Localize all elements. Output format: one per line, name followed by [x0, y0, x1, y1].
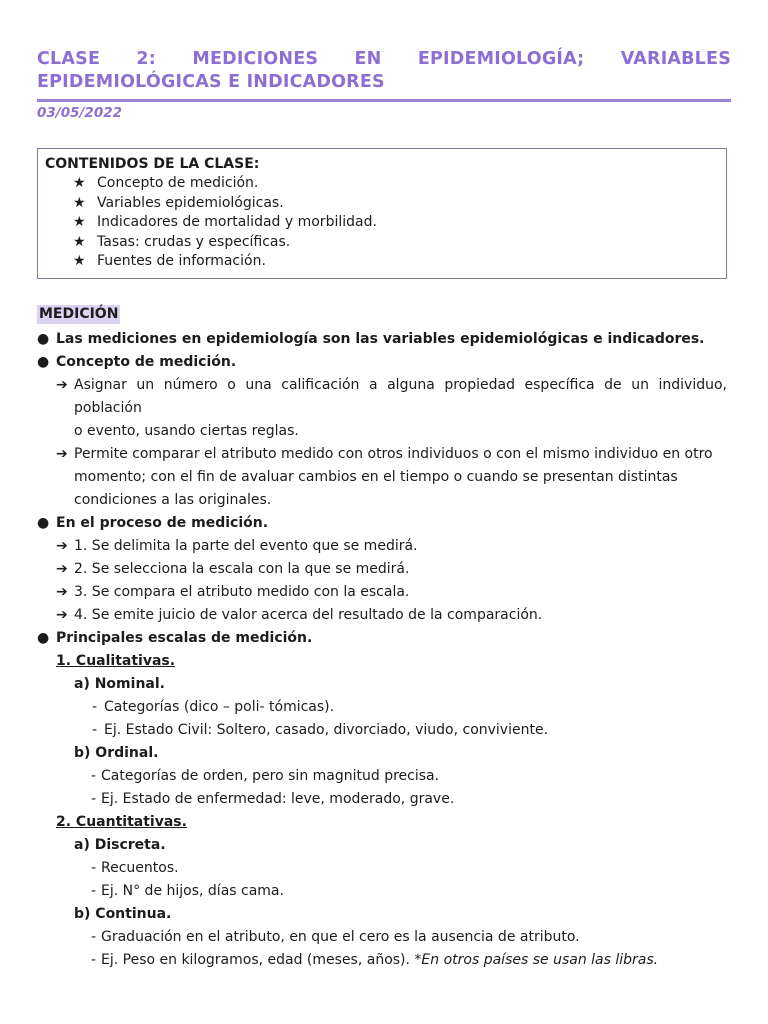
dash-icon: - — [91, 860, 97, 876]
list-item-text: Variables epidemiológicas. — [97, 194, 284, 211]
dash-icon: - — [91, 791, 97, 807]
list-item — [73, 174, 726, 194]
dash-item — [37, 765, 727, 788]
dash-text: Categorías de orden, pero sin magnitud precisa. — [101, 768, 440, 784]
arrow-text: Asignar un número o una calificación a alguna propiedad específica de un individuo, población — [74, 377, 727, 416]
arrow-item — [37, 443, 727, 466]
section-title: MEDICIÓN — [39, 306, 119, 322]
arrow-icon: ➔ — [56, 538, 68, 554]
dash-item — [37, 719, 727, 742]
arrow-text: 1. Se delimita la parte del evento que se medirá. — [74, 538, 418, 554]
dash-item — [37, 788, 727, 811]
arrow-icon: ➔ — [56, 377, 68, 393]
bullet-text: Principales escalas de medición. — [56, 630, 313, 646]
list-item-text: Indicadores de mortalidad y morbilidad. — [97, 214, 377, 231]
scale-heading-cualitativas: 1. Cualitativas. — [56, 653, 176, 669]
contents-list — [45, 174, 726, 272]
bullet-item — [37, 328, 727, 351]
dash-item — [37, 949, 727, 972]
contents-heading: CONTENIDOS DE LA CLASE: — [45, 156, 260, 172]
dash-icon: - — [91, 768, 97, 784]
dash-item — [37, 696, 727, 719]
dash-icon: - — [92, 722, 98, 738]
subheading-ordinal: b) Ordinal. — [74, 745, 159, 761]
note-text: *En otros países se usan las libras. — [414, 952, 659, 968]
arrow-item — [37, 558, 727, 581]
bullet-icon: ● — [37, 515, 50, 531]
bullet-icon: ● — [37, 630, 50, 646]
arrow-text: 4. Se emite juicio de valor acerca del resultado de la comparación. — [74, 607, 543, 623]
star-icon: ★ — [73, 233, 86, 250]
dash-text: Ej. Estado Civil: Soltero, casado, divorciado, viudo, conviviente. — [104, 722, 549, 738]
arrow-item — [37, 581, 727, 604]
dash-item — [37, 926, 727, 949]
dash-item — [37, 880, 727, 903]
medicion-section — [37, 303, 727, 972]
dash-text: Ej. N° de hijos, días cama. — [101, 883, 284, 899]
bullet-icon: ● — [37, 331, 50, 347]
arrow-icon: ➔ — [56, 607, 68, 623]
bullet-text: Las mediciones en epidemiología son las variables epidemiológicas e indicadores. — [56, 331, 705, 347]
dash-icon: - — [92, 699, 98, 715]
dash-text: Graduación en el atributo, en que el cero es la ausencia de atributo. — [101, 929, 580, 945]
page-title: CLASE 2: MEDICIONES EN EPIDEMIOLOGÍA; VARIABLES EPIDEMIOLÓGICAS E INDICADORES — [37, 49, 731, 92]
document-page — [37, 48, 731, 968]
dash-icon: - — [91, 929, 97, 945]
arrow-text: 2. Se selecciona la escala con la que se medirá. — [74, 561, 410, 577]
dash-item — [37, 857, 727, 880]
star-icon: ★ — [73, 253, 86, 270]
list-item — [73, 194, 726, 214]
bullet-text: Concepto de medición. — [56, 354, 237, 370]
list-item-text: Tasas: crudas y específicas. — [97, 233, 291, 250]
dash-icon: - — [91, 952, 97, 968]
list-item — [73, 233, 726, 253]
arrow-item — [37, 604, 727, 627]
dash-text: Ej. Estado de enfermedad: leve, moderado, grave. — [101, 791, 455, 807]
dash-text: Recuentos. — [101, 860, 179, 876]
list-item-text: Fuentes de información. — [97, 253, 266, 270]
star-icon: ★ — [73, 214, 86, 231]
star-icon: ★ — [73, 175, 86, 191]
arrow-text: o evento, usando ciertas reglas. — [74, 423, 299, 439]
class-contents-box — [37, 148, 727, 279]
list-item — [73, 213, 726, 233]
dash-icon: - — [91, 883, 97, 899]
arrow-item-continued — [37, 420, 727, 443]
arrow-text: momento; con el fin de avaluar cambios en el tiempo o cuando se presentan distintas — [74, 469, 678, 485]
arrow-item — [37, 535, 727, 558]
arrow-icon: ➔ — [56, 446, 68, 462]
bullet-item — [37, 627, 727, 650]
dash-text: Categorías (dico – poli- tómicas). — [104, 699, 335, 715]
subheading-nominal: a) Nominal. — [74, 676, 165, 692]
arrow-text: condiciones a las originales. — [74, 492, 272, 508]
arrow-item — [37, 374, 727, 420]
bullet-item — [37, 512, 727, 535]
bullet-item — [37, 351, 727, 374]
dash-text: Ej. Peso en kilogramos, edad (meses, años). — [101, 952, 410, 968]
arrow-icon: ➔ — [56, 561, 68, 577]
star-icon: ★ — [73, 194, 86, 211]
bullet-text: En el proceso de medición. — [56, 515, 269, 531]
subheading-discreta: a) Discreta. — [74, 837, 166, 853]
bullet-icon: ● — [37, 354, 50, 370]
arrow-item-continued — [37, 489, 727, 512]
arrow-item-continued — [37, 466, 727, 489]
arrow-icon: ➔ — [56, 584, 68, 600]
arrow-text: Permite comparar el atributo medido con otros individuos o con el mismo individuo en otro — [74, 446, 713, 462]
document-date: 03/05/2022 — [37, 105, 123, 121]
list-item-text: Concepto de medición. — [97, 175, 259, 191]
title-divider — [37, 99, 731, 102]
scale-heading-cuantitativas: 2. Cuantitativas. — [56, 814, 187, 830]
list-item — [73, 252, 726, 272]
subheading-continua: b) Continua. — [74, 906, 172, 922]
arrow-text: 3. Se compara el atributo medido con la escala. — [74, 584, 410, 600]
